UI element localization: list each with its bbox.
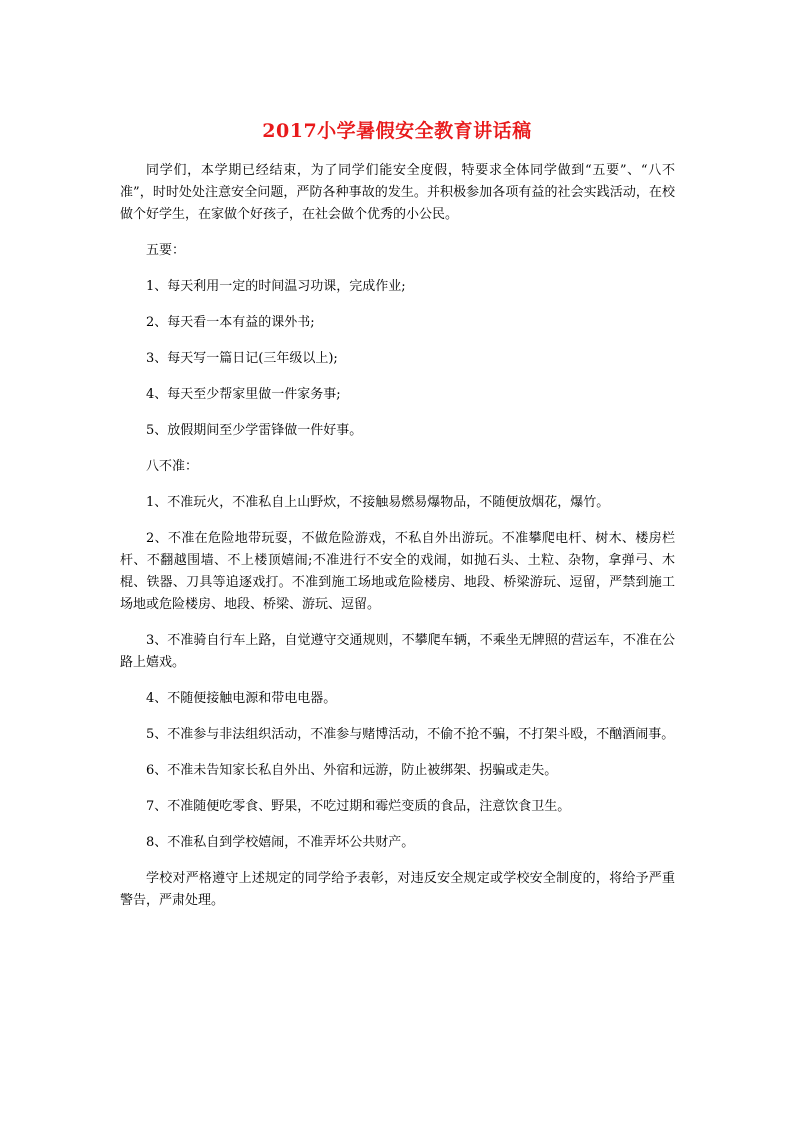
- five-musts-item-1: 1、每天利用一定的时间温习功课，完成作业;: [146, 279, 406, 294]
- eight-nots-item-8: 8、不准私自到学校嬉闹，不准弄坏公共财产。: [146, 835, 415, 850]
- eight-nots-item-4: 4、不随便接触电源和带电电器。: [146, 691, 337, 706]
- eight-nots-item-5: 5、不准参与非法组织活动，不准参与赌博活动，不偷不抢不骗，不打架斗殴，不酗酒闹事。: [146, 727, 675, 742]
- closing-paragraph: 学校对严格遵守上述规定的同学给予表彰，对违反安全规定或学校安全制度的，将给予严重警告，严肃处理。: [120, 871, 675, 908]
- eight-nots-item-3: 3、不准骑自行车上路，自觉遵守交通规则，不攀爬车辆，不乘坐无牌照的营运车，不准在公路上嬉戏。: [120, 633, 675, 670]
- document-title: 2017小学暑假安全教育讲话稿: [262, 120, 532, 142]
- five-musts-item-3: 3、每天写一篇日记(三年级以上);: [146, 351, 338, 366]
- eight-nots-item-7: 7、不准随便吃零食、野果，不吃过期和霉烂变质的食品，注意饮食卫生。: [146, 799, 571, 814]
- five-musts-item-5: 5、放假期间至少学雷锋做一件好事。: [146, 423, 363, 438]
- five-musts-item-4: 4、每天至少帮家里做一件家务事;: [146, 387, 341, 402]
- eight-nots-heading: 八不准：: [146, 459, 199, 474]
- intro-paragraph: 同学们，本学期已经结束，为了同学们能安全度假，特要求全体同学做到“五要”、“八不准”，时时处处注意安全问题，严防各种事故的发生。并积极参加各项有益的社会实践活动，在校做个好学生，在家做个好孩子，在社会做个优秀的小公民。: [120, 163, 675, 222]
- eight-nots-item-6: 6、不准未告知家长私自外出、外宿和远游，防止被绑架、拐骗或走失。: [146, 763, 558, 778]
- five-musts-heading: 五要：: [146, 243, 186, 258]
- document-body: [120, 160, 675, 912]
- five-musts-item-2: 2、每天看一本有益的课外书;: [146, 315, 315, 330]
- eight-nots-item-2: 2、不准在危险地带玩耍，不做危险游戏，不私自外出游玩。不准攀爬电杆、树木、楼房栏杆、不翻越围墙、不上楼顶嬉闹;不准进行不安全的戏闹，如抛石头、土粒、杂物，拿弹弓、木棍、铁器、刀具等追逐戏打。不准到施工场地或危险楼房、地段、桥梁游玩、逗留，严禁到施工场地或危险楼房、地段、桥梁、游玩、逗留。: [120, 531, 675, 612]
- eight-nots-item-1: 1、不准玩火，不准私自上山野炊，不接触易燃易爆物品，不随便放烟花，爆竹。: [146, 495, 610, 510]
